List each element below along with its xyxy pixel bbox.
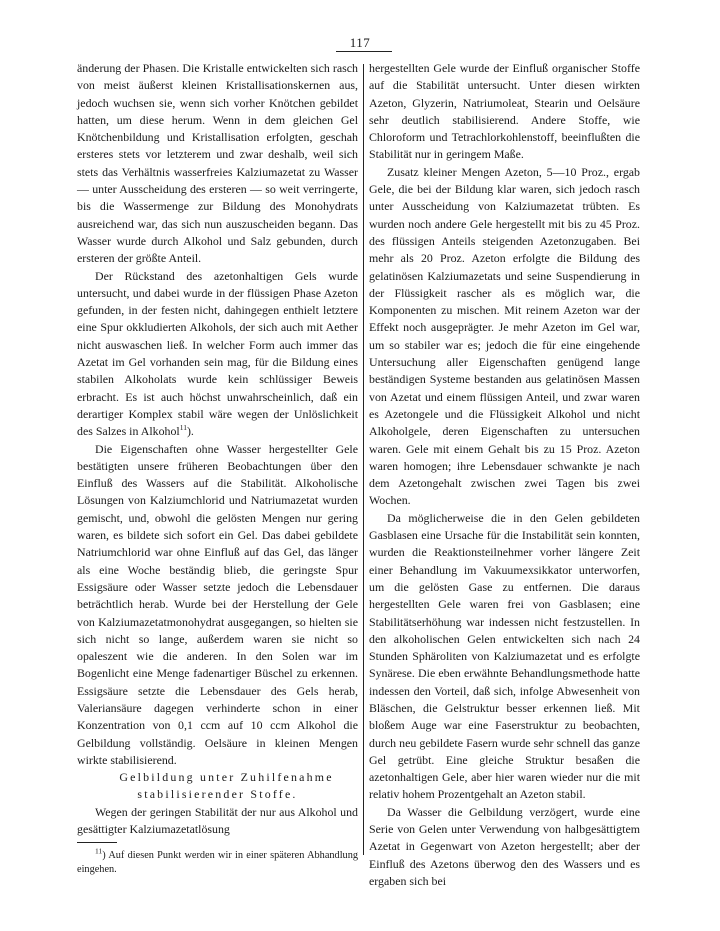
right-paragraph-3: Da möglicherweise die in den Gelen gebildeten Gasblasen eine Ursache für die Instabilität sein konnten, wurden die Reaktionsteilnehmer vorher längere Zeit einer Behandlung im Vakuumexsikkator unterworfen, um die gelösten Gase zu entfernen. Die daraus hergestellten Gele waren frei von Gasblasen; eine Stabilitätserhöhung war indessen nicht festzustellen. In den alkoholischen Gelen entwickelten sich nach 24 Stunden Sphäroliten von Kalziumazetat und es erfolgte Synärese. Die eben erwähnte Behandlungsmethode hatte indessen den Vorteil, daß sich, infolge Abwesenheit von Bläschen, die Gelstruktur besser erkennen ließ. Mit bloßem Auge war eine Faserstruktur zu beobachten, durch neu gebildete Fasern wurde sehr schnell das ganze Gel getrübt. Eine gleiche Struktur besaßen die azetonhaltigen Gele, aber hier waren wieder nur die mit relativ hohem Prozentgehalt an Azeton stabil.: [369, 510, 640, 802]
page-number: 117: [349, 35, 371, 50]
footnote-text: ) Auf diesen Punkt werden wir in einer späteren Abhandlung eingehen.: [77, 850, 358, 875]
footnote-rule: [77, 842, 117, 843]
right-paragraph-1: hergestellten Gele wurde der Einfluß organischer Stoffe auf die Stabilität untersucht. Unter diesen wirkten Azeton, Glyzerin, Natriumoleat, Stearin und Oelsäure sehr deutlich stabilisierend. Andere Stoffe, wie Chloroform und Tetrachlorkohlenstoff, beeinflußten die Stabilität nur in geringem Maße.: [369, 61, 640, 162]
footnote: [77, 846, 358, 876]
left-paragraph-2: [77, 268, 358, 441]
right-paragraph-4: Da Wasser die Gelbildung verzögert, wurde eine Serie von Gelen unter Verwendung von halbgesättigtem Azetat in Gegenwart von Azeton hergestellt; aber der Einfluß des Azetons überwog den des Wassers und es ergaben sich bei: [369, 804, 640, 888]
footnote-ref-11: 11: [179, 423, 187, 433]
left-column: [77, 60, 358, 877]
left-paragraph-1: änderung der Phasen. Die Kristalle entwickelten sich rasch von meist äußerst kleinen Kristallisationskernen aus, jedoch wuchsen sie, wenn sich vorher Knötchen gebildet hatten, um diese herum. Wenn in dem gleichen Gel Knötchenbildung und Kristallisation erfolgten, geschah ersteres stets vor letzterem und zwar deshalb, weil sich stets das Verhältnis wasserfreies Kalziumazetat zu Wasser — unter Ausscheidung des ersteren — so weit verringerte, bis die Wassermenge zur Bildung des Monohydrats ausreichend war, das sich nun auszuscheiden begann. Das Wasser wurde durch Alkohol und Salz gebunden, durch ersteren der größte Anteil.: [77, 61, 358, 266]
left-paragraph-3: Die Eigenschaften ohne Wasser hergestellter Gele bestätigten unsere früheren Beobachtungen über den Einfluß des Wassers auf die Stabilität. Alkoholische Lösungen von Kalziumchlorid und Natriumazetat wurden gemischt, und, obwohl die gelösten Mengen nur gering waren, es bildete sich sofort ein Gel. Das dabei gebildete Natriumchlorid war ohne Einfluß auf das Gel, das länger als eine Woche beständig blieb, die geringste Spur Essigsäure oder Wasser setzte jedoch die Lebensdauer beträchtlich herab. Wurde bei der Herstellung der Gele von Kalziumazetatmonohydrat ausgegangen, so hielten sie sich nicht so lange, außerdem waren sie nicht so opaleszent wie die anderen. In den Solen war im Bogenlicht eine Menge fadenartiger Büschel zu erkennen. Essigsäure setzte die Lebensdauer des Gels herab, Valeriansäure dagegen verhinderte schon in einer Konzentration von 0,1 ccm auf 10 ccm Alkohol die Gelbildung vollständig. Oelsäure in kleinen Mengen wirkte stabilisierend.: [77, 441, 358, 767]
left-paragraph-4: Wegen der geringen Stabilität der nur aus Alkohol und gesättigter Kalziumazetatlösung: [77, 804, 358, 837]
page-number-rule: [336, 51, 392, 52]
right-column: [369, 60, 640, 890]
column-divider: [363, 64, 364, 855]
left-paragraph-2-end: ).: [186, 424, 194, 439]
section-heading: Gelbildung unter Zuhilfenahme stabilisierender Stoffe.: [119, 770, 334, 802]
footnote-number: 11: [95, 846, 103, 856]
right-paragraph-2: Zusatz kleiner Mengen Azeton, 5—10 Proz., ergab Gele, die bei der Bildung klar waren, sich jedoch rasch unter Ausscheidung von Kalziumazetat trübten. Es wurden noch andere Gele hergestellt mit bis zu 45 Proz. des flüssigen Anteils steigenden Azetonzugaben. Bei mehr als 20 Proz. Azeton erfolgte die Bildung des gelatinösen Kalziumazetats und seine Suspendierung in der Flüssigkeit rascher als es möglich war, die Komponenten zu mischen. Mit reinem Azeton war der Effekt noch ausgeprägter. Je mehr Azeton im Gel war, um so stabiler war es; jedoch die für eine eingehende Untersuchung aller Eigenschaften genügend lange beständigen Systeme bestanden aus gelatinösen Massen von Azetat und einem flüssigen Anteil, und zwar waren es Azetongele und die Flüssigkeit Alkohol und nicht Alkoholgele, deren Eigenschaften zu untersuchen waren. Gele mit einem Gehalt bis zu 15 Proz. Azeton waren homogen; ihre Lebensdauer schwankte je nach dem Azetongehalt zwischen zwei Tagen bis zwei Wochen.: [369, 164, 640, 508]
left-paragraph-2-text: Der Rückstand des azetonhaltigen Gels wurde untersucht, und dabei wurde in der flüssigen Phase Azeton gefunden, in der festen nicht, dahingegen enthielt letztere eine Spur okkludierten Alkohols, der sich auch mit Aether nicht auswaschen ließ. In welcher Form auch immer das Azetat im Gel vorhanden sein mag, für die Bildung eines stabilen Alkoholats wurde kein schlüssiger Beweis erbracht. Es ist auch höchst unwahrscheinlich, daß ein derartiger Komplex stabil wäre wegen der Unlöslichkeit des Salzes in Alkohol: [77, 268, 358, 439]
